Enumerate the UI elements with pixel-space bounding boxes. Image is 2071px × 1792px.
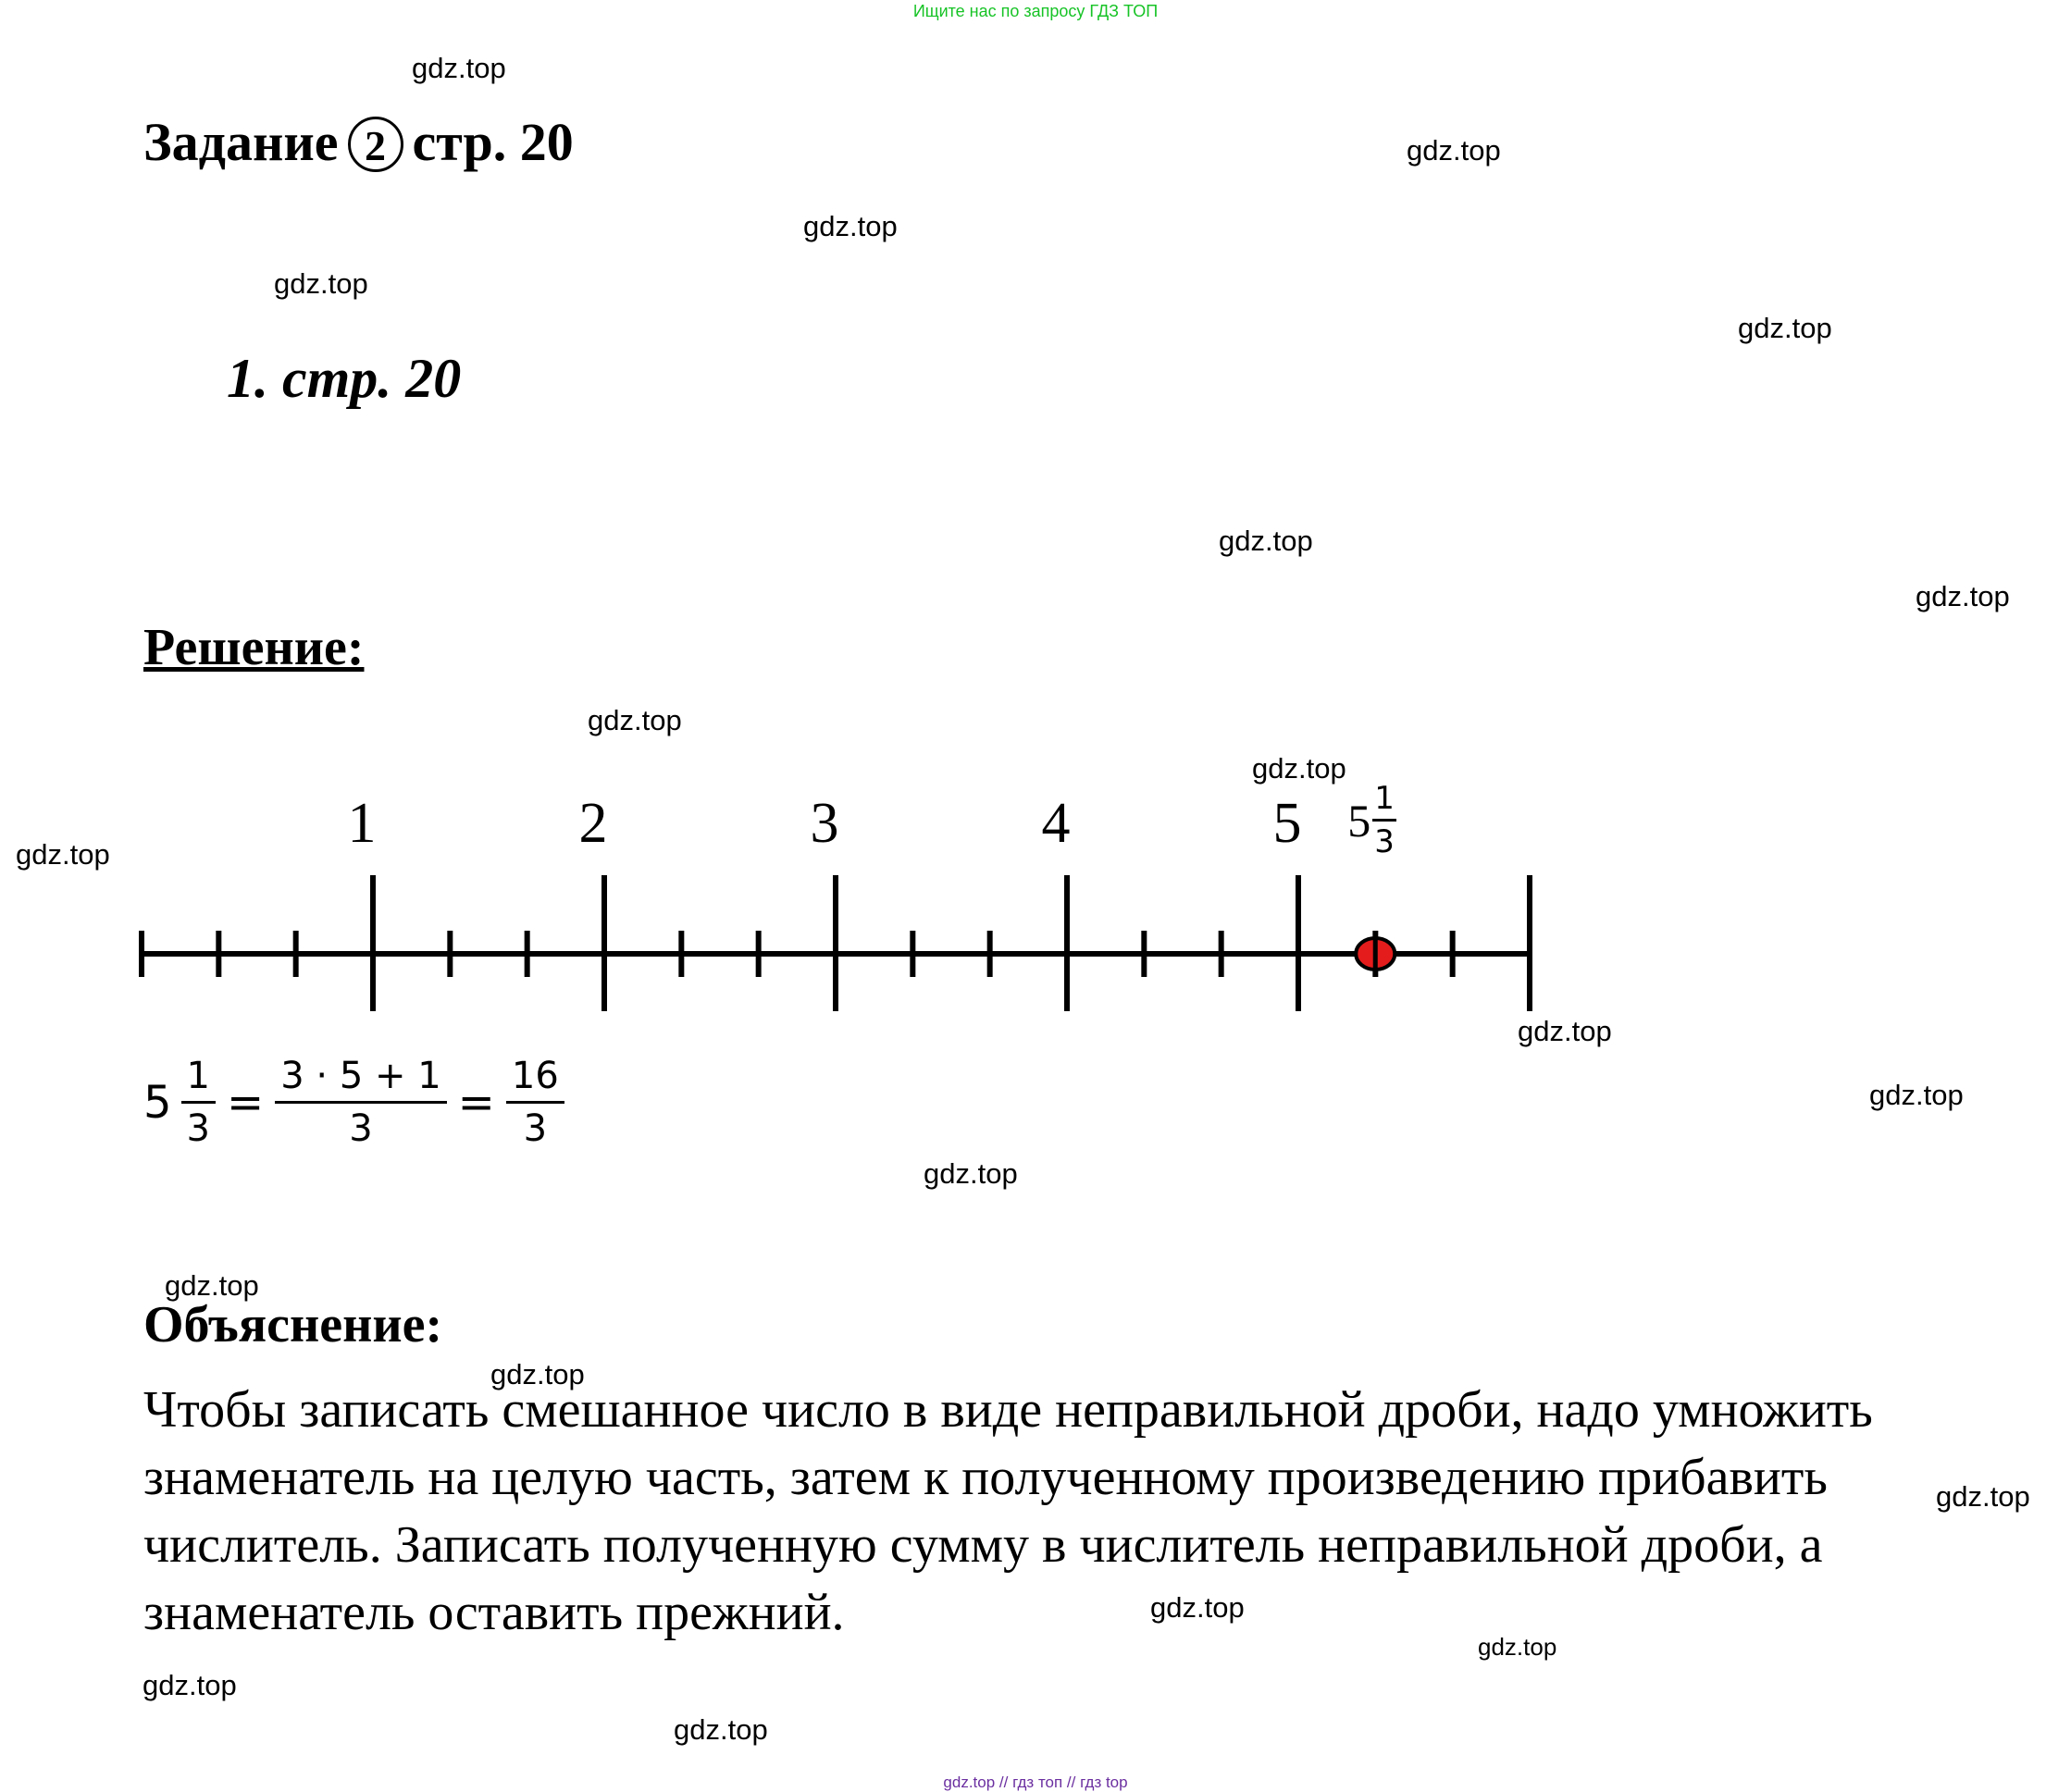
watermark: gdz.top [1150,1591,1245,1624]
header-banner: Ищите нас по запросу ГДЗ ТОП [912,2,1159,20]
eq-mixed-denominator: 3 [186,1107,210,1150]
mixed-label-whole: 5 [1347,794,1371,847]
task-title-prefix: Задание [143,112,339,172]
watermark: gdz.top [803,210,898,242]
task-number-badge: 2 [348,117,403,172]
eq-result-numerator: 16 [506,1055,564,1104]
watermark: gdz.top [588,704,682,736]
number-line-label: 4 [1041,792,1071,855]
watermark: gdz.top [1916,580,2010,612]
eq-equals-1: = [227,1076,265,1129]
footer-banner: gdz.top // гдз топ // гдз top [943,1773,1128,1791]
number-line-label: 1 [347,792,377,855]
conversion-equation [143,1055,568,1166]
eq-expression-denominator: 3 [349,1107,373,1150]
eq-result-denominator: 3 [523,1107,548,1150]
watermark: gdz.top [1738,312,1832,344]
watermark: gdz.top [1252,752,1346,785]
watermark: gdz.top [274,267,368,300]
watermark: gdz.top [490,1358,585,1390]
number-line-label: 3 [810,792,839,855]
watermark: gdz.top [412,52,506,84]
mixed-number-label [1347,780,1400,860]
explanation-line: Чтобы записать смешанное число в виде неправильной дроби, надо умножить [143,1381,1873,1439]
mixed-label-numerator: 1 [1372,780,1396,822]
explanation-line: знаменатель оставить прежний. [143,1584,845,1641]
eq-equals-2: = [457,1076,495,1129]
eq-mixed-numerator: 1 [181,1055,216,1104]
explanation-line: знаменатель на целую часть, затем к полученному произведению прибавить [143,1449,1828,1506]
number-line-label: 5 [1272,792,1302,855]
solution-heading: Решение: [143,619,365,676]
explanation-line: числитель. Записать полученную сумму в числитель неправильной дроби, а [143,1516,1823,1574]
watermark: gdz.top [1869,1079,1964,1111]
watermark: gdz.top [1518,1015,1612,1047]
watermark: gdz.top [1936,1480,2030,1513]
explanation-heading: Объяснение: [143,1296,443,1353]
eq-mixed-whole: 5 [143,1076,172,1129]
watermark: gdz.top [16,838,110,871]
watermark: gdz.top [1478,1633,1557,1661]
watermark: gdz.top [143,1669,237,1701]
watermark: gdz.top [1219,525,1313,557]
explanation-text [143,1377,1994,1647]
watermark: gdz.top [1407,134,1501,167]
mixed-label-denominator: 3 [1374,823,1395,860]
watermark: gdz.top [674,1713,768,1746]
watermark: gdz.top [924,1157,1018,1190]
exercise-subtitle: 1. стр. 20 [227,348,462,409]
watermark: gdz.top [165,1269,259,1302]
eq-expression-numerator: 3 · 5 + 1 [275,1055,446,1104]
number-line-label: 2 [578,792,608,855]
task-title-suffix: стр. 20 [412,112,574,172]
